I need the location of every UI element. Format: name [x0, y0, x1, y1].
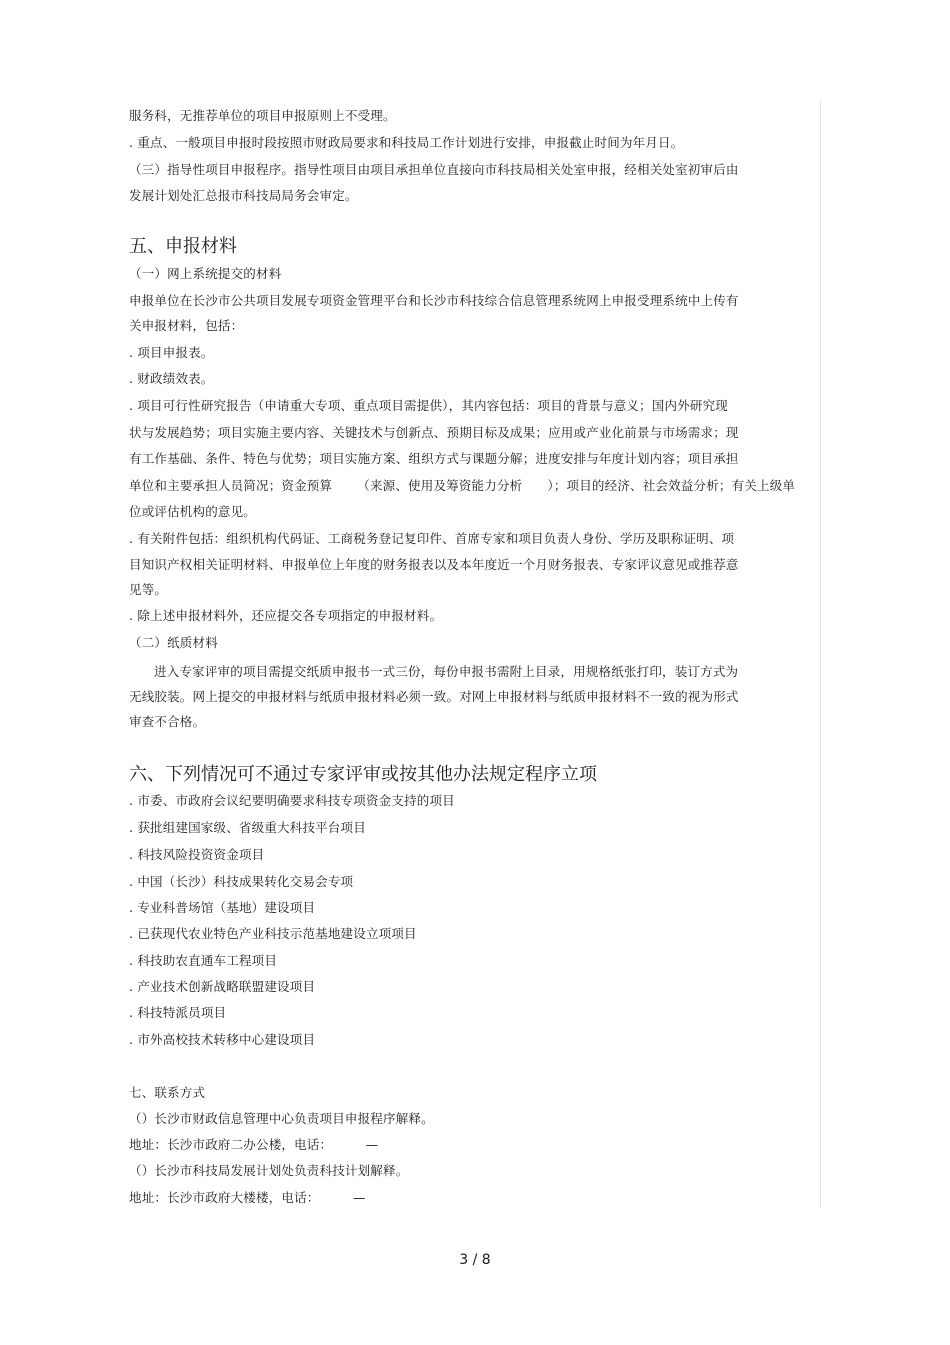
- list-item: . 市委、市政府会议纪要明确要求科技专项资金支持的项目: [129, 793, 455, 808]
- text-line: 服务科，无推荐单位的项目申报原则上不受理。: [129, 108, 396, 123]
- text-line: 位或评估机构的意见。: [129, 504, 257, 519]
- list-item: . 科技助农直通车工程项目: [129, 953, 278, 968]
- section-heading: 五、申报材料: [129, 236, 237, 257]
- list-item: . 获批组建国家级、省级重大科技平台项目: [129, 820, 366, 835]
- text-line: 关申报材料，包括：: [129, 318, 244, 333]
- text-line: 发展计划处汇总报市科技局局务会审定。: [129, 188, 358, 203]
- list-item: . 市外高校技术转移中心建设项目: [129, 1032, 316, 1047]
- subsection-heading: 七、联系方式: [129, 1085, 206, 1100]
- text-line: 地址：长沙市政府二办公楼，电话： —: [129, 1137, 379, 1152]
- margin-rule: [820, 100, 821, 1208]
- text-line: 审查不合格。: [129, 714, 206, 729]
- text-line: 地址：长沙市政府大楼楼，电话： —: [129, 1190, 366, 1205]
- text-line: . 项目申报表。: [129, 345, 214, 360]
- list-item: . 产业技术创新战略联盟建设项目: [129, 979, 316, 994]
- list-item: . 已获现代农业特色产业科技示范基地建设立项项目: [129, 926, 417, 941]
- text-line: （二）纸质材料: [129, 635, 218, 650]
- list-item: . 科技风险投资资金项目: [129, 847, 265, 862]
- text-line: . 财政绩效表。: [129, 371, 214, 386]
- list-item: . 中国（长沙）科技成果转化交易会专项: [129, 874, 354, 889]
- text-line: 见等。: [129, 582, 168, 597]
- list-item: . 专业科普场馆（基地）建设项目: [129, 900, 316, 915]
- text-line: 申报单位在长沙市公共项目发展专项资金管理平台和长沙市科技综合信息管理系统网上申报受理系统中上传有: [129, 293, 739, 308]
- text-line: 单位和主要承担人员简况；资金预算 （来源、使用及筹资能力分析 ）；项目的经济、社会效益分析；有关上级单: [129, 478, 796, 493]
- text-line: （一）网上系统提交的材料: [129, 266, 282, 281]
- text-line: 进入专家评审的项目需提交纸质申报书一式三份，每份申报书需附上目录，用规格纸张打印，装订方式为: [129, 664, 739, 679]
- text-line: . 重点、一般项目申报时段按照市财政局要求和科技局工作计划进行安排，申报截止时间为年月日。: [129, 135, 684, 150]
- text-line: 目知识产权相关证明材料、申报单位上年度的财务报表以及本年度近一个月财务报表、专家评议意见或推荐意: [129, 557, 739, 572]
- text-line: 有工作基础、条件、特色与优势；项目实施方案、组织方式与课题分解；进度安排与年度计划内容；项目承担: [129, 451, 739, 466]
- text-line: （三）指导性项目申报程序。指导性项目由项目承担单位直接向市科技局相关处室申报，经相关处室初审后由: [129, 162, 739, 177]
- text-line: 状与发展趋势；项目实施主要内容、关键技术与创新点、预期目标及成果；应用或产业化前景与市场需求；现: [129, 425, 739, 440]
- list-item: . 科技特派员项目: [129, 1005, 227, 1020]
- text-line: （）长沙市财政信息管理中心负责项目申报程序解释。: [129, 1111, 434, 1126]
- text-line: . 除上述申报材料外，还应提交各专项指定的申报材料。: [129, 608, 443, 623]
- text-line: （）长沙市科技局发展计划处负责科技计划解释。: [129, 1163, 409, 1178]
- text-line: . 有关附件包括：组织机构代码证、工商税务登记复印件、首席专家和项目负责人身份、学历及职称证明、项: [129, 531, 735, 546]
- section-heading: 六、下列情况可不通过专家评审或按其他办法规定程序立项: [129, 764, 597, 785]
- text-line: . 项目可行性研究报告（申请重大专项、重点项目需提供），其内容包括：项目的背景与意义；国内外研究现: [129, 398, 728, 413]
- text-line: 无线胶装。网上提交的申报材料与纸质申报材料必须一致。对网上申报材料与纸质申报材料不一致的视为形式: [129, 689, 739, 704]
- page-number: 3 / 8: [459, 1252, 491, 1268]
